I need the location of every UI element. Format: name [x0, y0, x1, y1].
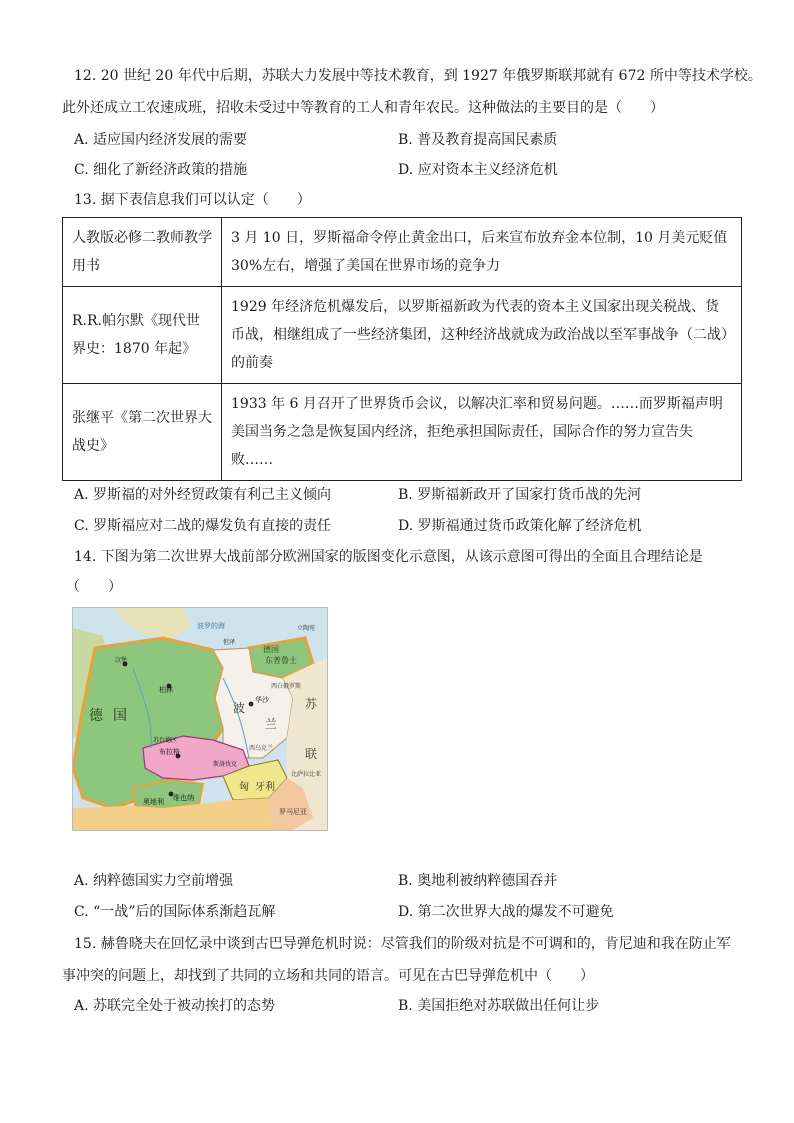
q12-stem-line2: 此外还成立工农速成班，招收未受过中等教育的工人和青年农民。这种做法的主要目的是（ ） [62, 100, 664, 116]
q12-option-d[interactable]: D. 应对资本主义经济危机 [398, 162, 558, 178]
map-label-lian: 联 [305, 747, 318, 761]
table-row [63, 218, 742, 287]
map-label-lan: 兰 [265, 717, 278, 731]
map-label-lithuania: 立陶宛 [297, 625, 316, 632]
table-source-cell: 人教版必修二教师教学用书 [63, 218, 222, 287]
q12-option-b[interactable]: B. 普及教育提高国民素质 [398, 132, 558, 148]
map-label-bessarabia: 比萨拉比亚 [291, 771, 322, 778]
q14-option-d[interactable]: D. 第二次世界大战的爆发不可避免 [398, 904, 614, 920]
table-row [63, 287, 742, 384]
map-label-hungary: 匈 [239, 782, 249, 793]
map-label-slovakia: 斯洛伐克 [213, 761, 238, 768]
map-label-hamburg: 汉堡 [115, 657, 128, 664]
table-content-cell: 1933 年 6 月召开了世界货币会议，以解决汇率和贸易问题。……而罗斯福声明美国当务之急是恢复国内经济，拒绝承担国际责任，国际合作的努力宣告失败…… [222, 384, 742, 481]
q14-stem-line1: 14. 下图为第二次世界大战前部分欧洲国家的版图变化示意图，从该示意图可得出的全面且合理结论是 [74, 549, 703, 565]
table-content-cell: 3 月 10 日，罗斯福命令停止黄金出口，后来宣布放弃金本位制，10 月美元贬值 30%左右，增强了美国在世界市场的竞争力 [222, 218, 742, 287]
q12-option-c[interactable]: C. 细化了新经济政策的措施 [74, 162, 248, 178]
q15-stem-line2: 事冲突的问题上，却找到了共同的立场和共同的语言。可见在古巴导弹危机中（ ） [62, 968, 594, 984]
map-label-germany2: 德国 [263, 645, 279, 654]
table-row [63, 384, 742, 481]
map-label-east-prussia: 东普鲁士 [265, 656, 297, 665]
q15-stem-line1: 15. 赫鲁晓夫在回忆录中谈到古巴导弹危机时说：尽管我们的阶级对抗是不可调和的，肯尼迪和我在防止军 [74, 936, 731, 952]
q14-option-a[interactable]: A. 纳粹德国实力空前增强 [74, 873, 234, 889]
map-label-germany: 德 [89, 708, 103, 724]
map-label-sudeten: 苏台德区 [153, 737, 178, 744]
q14-option-c[interactable]: C. “一战”后的国际体系渐趋瓦解 [74, 904, 276, 920]
map-label-romania: 罗马尼亚 [279, 808, 307, 816]
q13-option-c[interactable]: C. 罗斯福应对二战的爆发负有直接的责任 [74, 518, 332, 534]
map-label-berlin: 柏林 [159, 686, 173, 694]
q15-option-a[interactable]: A. 苏联完全处于被动挨打的态势 [74, 998, 276, 1014]
q13-option-a[interactable]: A. 罗斯福的对外经贸政策有利己主义倾向 [74, 487, 332, 503]
q13-stem: 13. 据下表信息我们可以认定（ ） [74, 192, 311, 208]
map-label-yali: 牙利 [255, 782, 275, 793]
map-label-soviet: 苏 [305, 697, 318, 711]
map-label-country: 国 [113, 708, 127, 724]
map-label-baltic: 波罗的海 [197, 622, 225, 630]
map-label-vienna: 维也纳 [173, 794, 194, 802]
map-label-west-belarus: 西白俄罗斯 [271, 683, 302, 690]
map-label-poland: 波 [233, 701, 246, 715]
q14-option-b[interactable]: B. 奥地利被纳粹德国吞并 [398, 873, 558, 889]
europe-map-svg [73, 608, 327, 830]
map-label-west-ukraine: 西乌克兰 [249, 745, 274, 752]
map-label-warsaw: 华沙 [255, 696, 269, 704]
q13-option-d[interactable]: D. 罗斯福通过货币政策化解了经济危机 [398, 518, 642, 534]
q12-stem-line1: 12. 20 世纪 20 年代中后期，苏联大力发展中等技术教育，到 1927 年俄罗斯联邦就有 672 所中等技术学校。 [74, 68, 762, 84]
q13-option-b[interactable]: B. 罗斯福新政开了国家打货币战的先河 [398, 487, 642, 503]
map-label-danzig: 但泽 [223, 639, 236, 646]
q13-info-table [62, 217, 742, 481]
map-label-prague: 布拉格 [159, 748, 180, 756]
q15-option-b[interactable]: B. 美国拒绝对苏联做出任何让步 [398, 998, 600, 1014]
q14-stem-line2: （ ） [66, 579, 122, 595]
map-label-austria: 奥地利 [143, 798, 164, 806]
table-source-cell: 张继平《第二次世界大战史》 [63, 384, 222, 481]
q12-option-a[interactable]: A. 适应国内经济发展的需要 [74, 132, 248, 148]
map-city-marker [249, 702, 254, 707]
table-content-cell: 1929 年经济危机爆发后，以罗斯福新政为代表的资本主义国家出现关税战、货币战，相继组成了一些经济集团，这种经济战就成为政治战以至军事战争（二战）的前奏 [222, 287, 742, 384]
europe-map-figure [72, 607, 328, 831]
table-source-cell: R.R.帕尔默《现代世界史：1870 年起》 [63, 287, 222, 384]
